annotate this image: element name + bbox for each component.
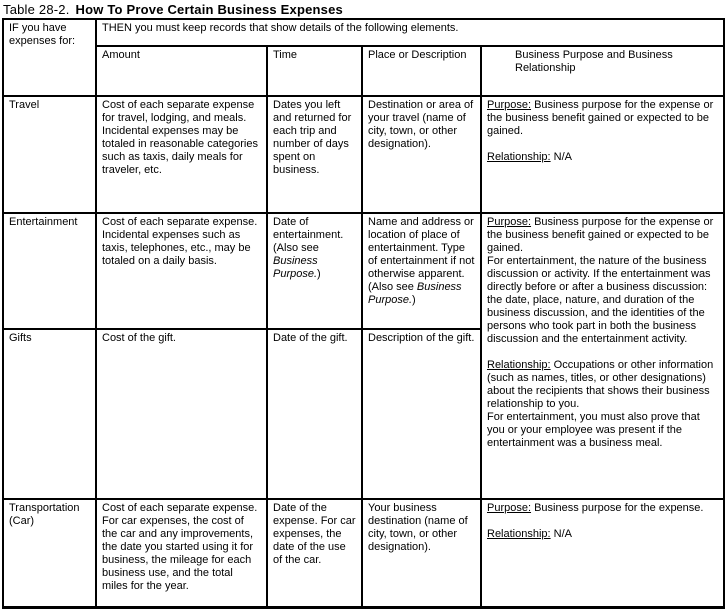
row-transportation	[3, 499, 724, 607]
travel-time-cell: Dates you left and returned for each trip and number of days spent on business.	[267, 96, 362, 213]
entertainment-purpose-label: Purpose:	[487, 216, 532, 228]
gifts-time-cell: Date of the gift.	[267, 329, 362, 499]
transportation-amount-cell: Cost of each separate expense. For car expenses, the cost of the car and any improvements, the date you started using it for business, the mileage for each business use, and the total miles for the year.	[96, 499, 267, 607]
header-col-purpose-label: Business Purpose and Business Relationship	[515, 49, 673, 74]
table-title: How To Prove Certain Business Expenses	[75, 2, 343, 17]
travel-purpose-paragraph	[487, 99, 718, 138]
header-if-column: IF you have expenses for:	[3, 19, 96, 96]
travel-place-cell: Destination or area of your travel (name of city, town, or other designation).	[362, 96, 481, 213]
entertainment-relationship-text: Occupations or other information (such as names, titles, or other designations) about the recipients that shows their business relationship to you.	[487, 359, 714, 410]
business-expenses-table	[2, 18, 725, 609]
page-title	[0, 0, 725, 18]
gifts-place-cell: Description of the gift.	[362, 329, 481, 499]
entertainment-relationship-label: Relationship:	[487, 359, 551, 371]
travel-relationship-label: Relationship:	[487, 151, 551, 163]
header-col-time: Time	[267, 46, 362, 96]
travel-purpose-label: Purpose:	[487, 99, 532, 111]
travel-purpose-text: Business purpose for the expense or the business benefit gained or expected to be gained.	[487, 99, 714, 137]
transportation-purpose-paragraph	[487, 502, 718, 515]
table-number: Table 28-2.	[3, 2, 70, 17]
gifts-amount-cell: Cost of the gift.	[96, 329, 267, 499]
entertainment-purpose-paragraph-2: For entertainment, the nature of the business discussion or activity. If the entertainment was directly before or after a business discussion: the date, place, nature, and duration of the business discussion, and the identities of the persons who took part in both the business discussion and the entertainment activity.	[487, 255, 711, 345]
entertainment-purpose-paragraph	[487, 216, 718, 255]
header-col-purpose	[481, 46, 724, 96]
header-row-columns	[3, 46, 724, 96]
header-row-banner	[3, 19, 724, 46]
gifts-label-cell: Gifts	[3, 329, 96, 499]
entertainment-place-cell	[362, 213, 481, 329]
row-travel	[3, 96, 724, 213]
travel-label-cell: Travel	[3, 96, 96, 213]
transportation-place-cell: Your business destination (name of city, town, or other designation).	[362, 499, 481, 607]
transportation-purpose-text: Business purpose for the expense.	[531, 502, 704, 514]
transportation-relationship-text: N/A	[550, 528, 572, 540]
entertainment-time-text: Date of entertainment. (Also see	[273, 216, 344, 254]
header-col-place	[362, 46, 481, 96]
entertainment-time-crossref: Business Purpose.	[273, 255, 318, 280]
entertainment-purpose-text: Business purpose for the expense or the business benefit gained or expected to be gained.	[487, 216, 714, 254]
header-col-amount: Amount	[96, 46, 267, 96]
entertainment-relationship-paragraph-2: For entertainment, you must also prove that you or your employee was present if the entertainment was a business meal.	[487, 411, 700, 449]
transportation-time-cell: Date of the expense. For car expenses, the date of the use of the car.	[267, 499, 362, 607]
transportation-label-cell: Transportation (Car)	[3, 499, 96, 607]
travel-relationship-text: N/A	[550, 151, 572, 163]
header-then-banner: THEN you must keep records that show details of the following elements.	[96, 19, 724, 46]
header-col-place-label: Place or Description	[368, 49, 467, 61]
entertainment-time-text-end: )	[317, 268, 321, 280]
entertainment-gifts-purpose-cell	[481, 213, 724, 499]
transportation-purpose-label: Purpose:	[487, 502, 532, 514]
travel-amount-cell: Cost of each separate expense for travel, lodging, and meals. Incidental expenses may be totaled in reasonable categories such as taxis, daily meals for traveler, etc.	[96, 96, 267, 213]
entertainment-place-text-end: )	[412, 294, 416, 306]
entertainment-time-cell	[267, 213, 362, 329]
travel-relationship-paragraph	[487, 151, 718, 164]
entertainment-relationship-paragraph	[487, 359, 718, 411]
transportation-purpose-cell	[481, 499, 724, 607]
transportation-relationship-paragraph	[487, 528, 718, 541]
entertainment-place-text: Name and address or location of place of entertainment. Type of entertainment if not otherwise apparent. (Also see	[368, 216, 475, 293]
entertainment-label-cell: Entertainment	[3, 213, 96, 329]
entertainment-place-crossref: Business Purpose.	[368, 281, 462, 306]
row-entertainment	[3, 213, 724, 329]
entertainment-amount-cell: Cost of each separate expense. Incidental expenses such as taxis, telephones, etc., may be totaled on a daily basis.	[96, 213, 267, 329]
transportation-relationship-label: Relationship:	[487, 528, 551, 540]
travel-purpose-cell	[481, 96, 724, 213]
